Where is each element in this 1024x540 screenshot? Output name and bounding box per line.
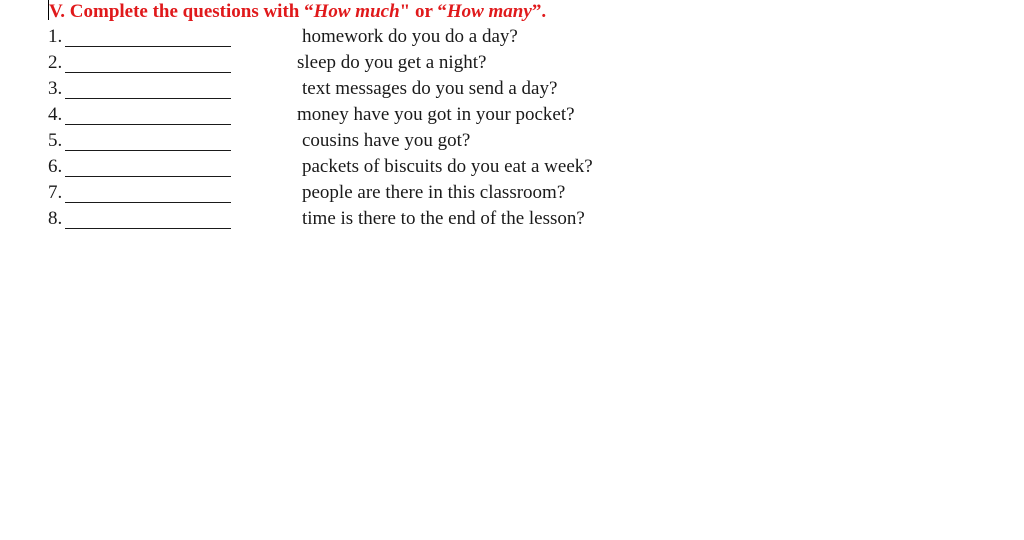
quote-close-2: ”. <box>531 1 547 22</box>
question-text: time is there to the end of the lesson? <box>302 208 585 229</box>
option-how-many: How many <box>446 1 532 22</box>
question-number: 7. <box>48 182 63 203</box>
question-text: people are there in this classroom? <box>302 182 566 203</box>
question-number: 3. <box>48 78 63 99</box>
title-connector: or <box>410 1 438 22</box>
question-number: 1. <box>48 26 63 47</box>
question-number: 6. <box>48 156 63 177</box>
question-number: 5. <box>48 130 63 151</box>
question-text: sleep do you get a night? <box>297 52 487 73</box>
question-text: cousins have you got? <box>302 130 471 151</box>
answer-blank[interactable] <box>65 98 231 99</box>
question-text: money have you got in your pocket? <box>297 104 575 125</box>
answer-blank[interactable] <box>65 176 231 177</box>
quote-close-1: " <box>399 1 411 22</box>
question-number: 4. <box>48 104 63 125</box>
question-number: 2. <box>48 52 63 73</box>
answer-blank[interactable] <box>65 46 231 47</box>
answer-blank[interactable] <box>65 150 231 151</box>
option-how-much: How much <box>313 1 400 22</box>
question-text: packets of biscuits do you eat a week? <box>302 156 593 177</box>
quote-open-2: “ <box>437 1 447 22</box>
answer-blank[interactable] <box>65 228 231 229</box>
answer-blank[interactable] <box>65 124 231 125</box>
title-prefix: V. Complete the questions with <box>49 1 305 22</box>
question-text: text messages do you send a day? <box>302 78 558 99</box>
answer-blank[interactable] <box>65 72 231 73</box>
answer-blank[interactable] <box>65 202 231 203</box>
question-number: 8. <box>48 208 63 229</box>
quote-open-1: “ <box>304 1 314 22</box>
question-text: homework do you do a day? <box>302 26 518 47</box>
